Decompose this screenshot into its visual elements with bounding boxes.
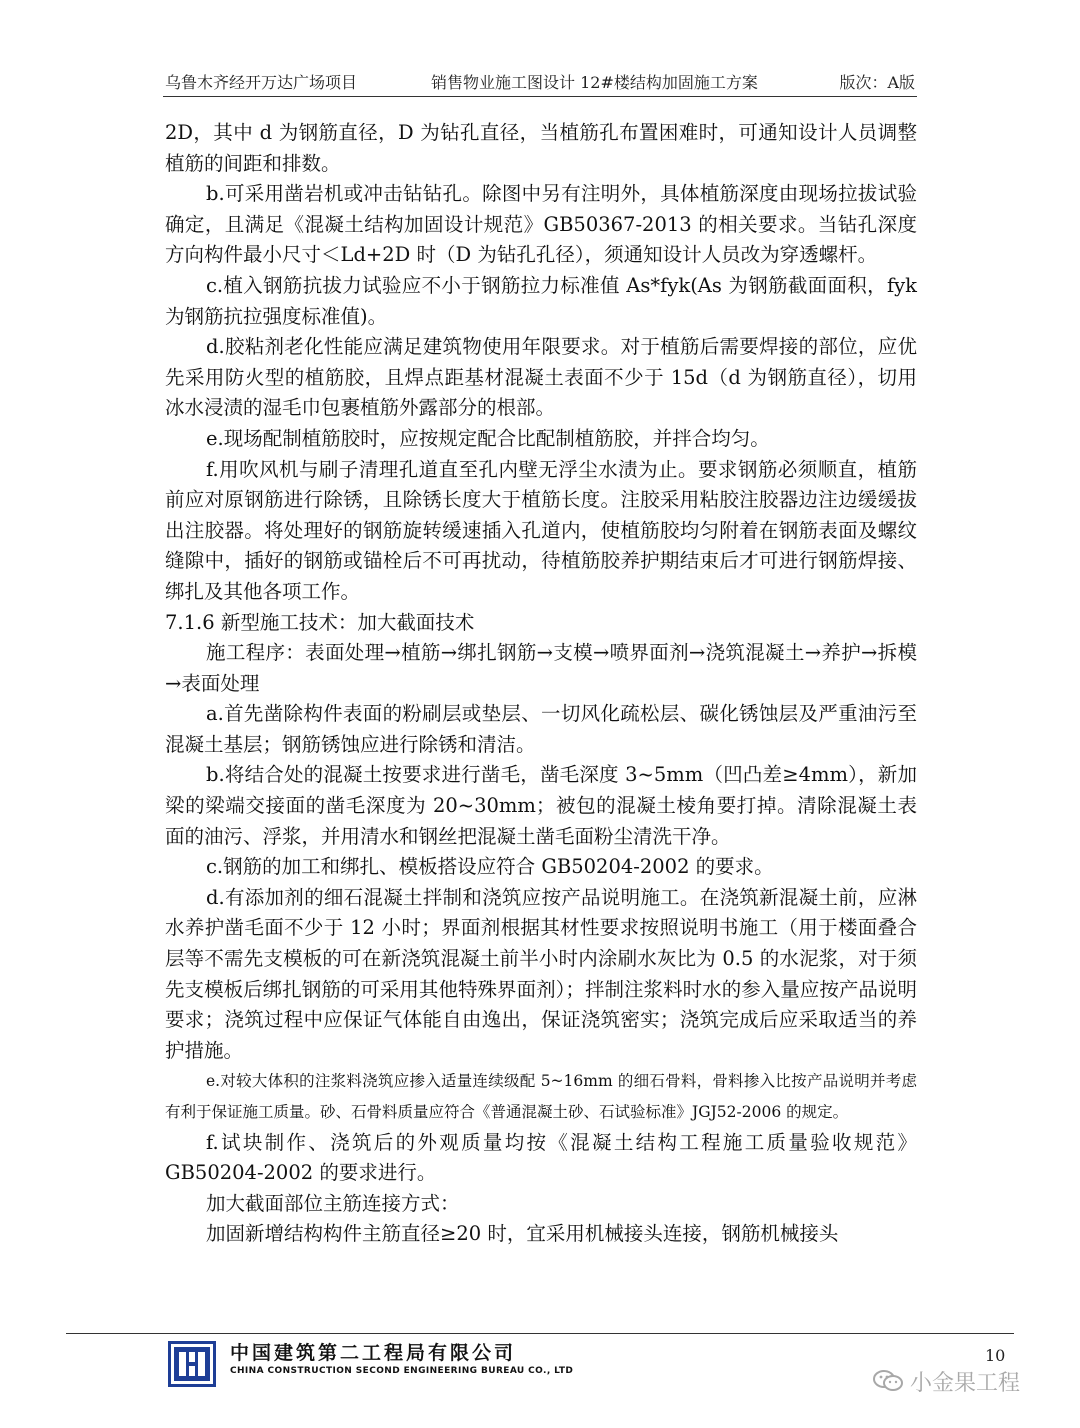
paragraph: b.可采用凿岩机或冲击钻钻孔。除图中另有注明外，具体植筋深度由现场拉拔试验确定，且满足《混凝土结构加固设计规范》GB50367-2013 的相关要求。当钻孔深度方向构件最小尺寸＜Ld+2D 时（D 为钻孔孔径），须通知设计人员改为穿透螺杆。 bbox=[165, 182, 917, 267]
paragraph: 加固新增结构构件主筋直径≥20 时，宜采用机械接头连接，钢筋机械接头 bbox=[206, 1222, 839, 1246]
footer-divider bbox=[66, 1333, 1014, 1334]
paragraph: 加大截面部位主筋连接方式： bbox=[206, 1191, 460, 1215]
paragraph: 2D，其中 d 为钢筋直径，D 为钻孔直径，当植筋孔布置困难时，可通知设计人员调整植筋的间距和排数。 bbox=[165, 121, 917, 175]
header-version: 版次：A版 bbox=[839, 73, 915, 92]
paragraph: d.胶粘剂老化性能应满足建筑物使用年限要求。对于植筋后需要焊接的部位，应优先采用防火型的植筋胶，且焊点距基材混凝土表面不少于 15d（d 为钢筋直径），切用冰水浸渍的湿毛巾包裹植筋外露部分的根部。 bbox=[165, 335, 917, 420]
paragraph: c.钢筋的加工和绑扎、模板搭设应符合 GB50204-2002 的要求。 bbox=[206, 855, 774, 879]
paragraph: 施工程序：表面处理→植筋→绑扎钢筋→支模→喷界面剂→浇筑混凝土→养护→拆模→表面处理 bbox=[165, 641, 917, 695]
paragraph: a.首先凿除构件表面的粉刷层或垫层、一切风化疏松层、碳化锈蚀层及严重油污至混凝土基层；钢筋锈蚀应进行除锈和清洁。 bbox=[165, 702, 917, 756]
paragraph: d.有添加剂的细石混凝土拌制和浇筑应按产品说明施工。在浇筑新混凝土前，应淋水养护凿毛面不少于 12 小时；界面剂根据其材性要求按照说明书施工（用于楼面叠合层等不需先支模板的可在新浇筑混凝土前半小时内涂刷水灰比为 0.5 的水泥浆，对于须先支模板后绑扎钢筋的可采用其他特殊界面剂）；拌制注浆料时水的参入量应按产品说明要求；浇筑过程中应保证气体能自由逸出，保证浇筑密实；浇筑完成后应采取适当的养护措施。 bbox=[165, 885, 917, 1062]
page-header bbox=[163, 66, 917, 97]
page-number: 10 bbox=[985, 1346, 1006, 1365]
header-document-title: 销售物业施工图设计 12#楼结构加固施工方案 bbox=[431, 73, 758, 92]
wechat-icon bbox=[872, 1368, 904, 1394]
company-name-english: CHINA CONSTRUCTION SECOND ENGINEERING BUREAU CO., LTD bbox=[230, 1366, 574, 1376]
paragraph: c.植入钢筋抗拔力试验应不小于钢筋拉力标准值 As*fyk(As 为钢筋截面面积，fyk 为钢筋抗拉强度标准值)。 bbox=[165, 273, 917, 328]
paragraph: e.现场配制植筋胶时，应按规定配合比配制植筋胶，并拌合均匀。 bbox=[206, 426, 770, 450]
paragraph: f.用吹风机与刷子清理孔道直至孔内壁无浮尘水渍为止。要求钢筋必须顺直，植筋前应对原钢筋进行除锈，且除锈长度大于植筋长度。注胶采用粘胶注胶器边注边缓缓拔出注胶器。将处理好的钢筋旋转缓速插入孔道内，使植筋胶均匀附着在钢筋表面及螺纹缝隙中，插好的钢筋或锚栓后不可再扰动，待植筋胶养护期结束后才可进行钢筋焊接、绑扎及其他各项工作。 bbox=[165, 457, 917, 603]
company-name-chinese: 中国建筑第二工程局有限公司 bbox=[230, 1342, 517, 1364]
watermark-text: 小金果工程 bbox=[910, 1371, 1021, 1396]
company-logo-icon bbox=[168, 1341, 216, 1387]
watermark bbox=[872, 1366, 1020, 1402]
section-heading: 7.1.6 新型施工技术：加大截面技术 bbox=[165, 610, 475, 634]
paragraph: f.试块制作、浇筑后的外观质量均按《混凝土结构工程施工质量验收规范》GB50204-2002 的要求进行。 bbox=[165, 1130, 917, 1185]
paragraph: b.将结合处的混凝土按要求进行凿毛，凿毛深度 3~5mm（凹凸差≥4mm），新加梁的梁端交接面的凿毛深度为 20~30mm；被包的混凝土棱角要打掉。清除混凝土表面的油污、浮浆，并用清水和钢丝把混凝土凿毛面粉尘清洗干净。 bbox=[165, 763, 917, 848]
header-project-name: 乌鲁木齐经开万达广场项目 bbox=[165, 73, 358, 92]
paragraph: e.对较大体积的注浆料浇筑应掺入适量连续级配 5~16mm 的细石骨料，骨料掺入比按产品说明并考虑有利于保证施工质量。砂、石骨料质量应符合《普通混凝土砂、石试验标准》JGJ52-2006 的规定。 bbox=[165, 1072, 917, 1121]
document-body bbox=[165, 118, 917, 1250]
